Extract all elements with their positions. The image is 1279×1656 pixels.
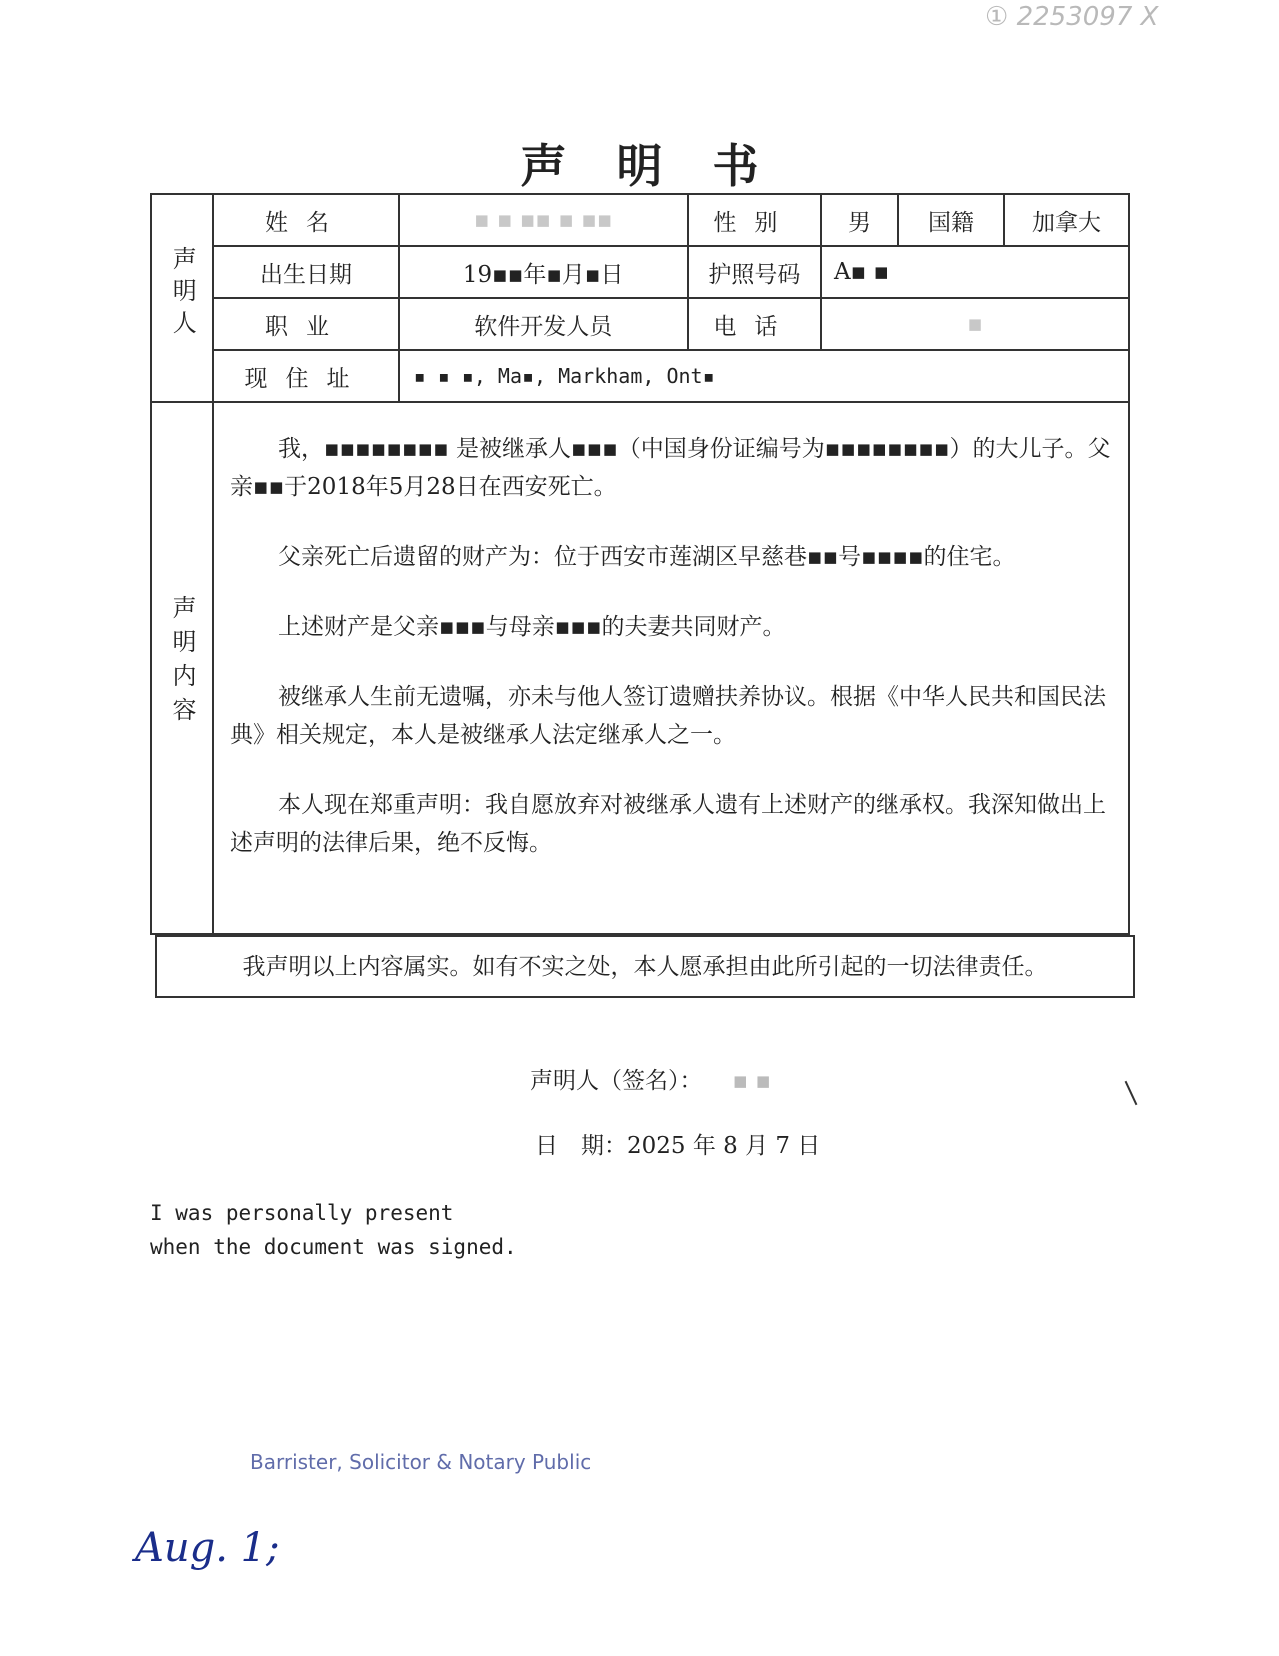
corner-handwritten-note: ① 2253097 X bbox=[985, 2, 1159, 32]
passport-label: 护照号码 bbox=[688, 246, 821, 298]
notary-presence-note bbox=[150, 1196, 517, 1264]
document-title: 声明书 bbox=[520, 139, 809, 193]
passport-value: A▪ ▪ bbox=[821, 246, 1129, 298]
statement-paragraph: 我，▪▪▪▪▪▪▪▪ 是被继承人▪▪▪（中国身份证编号为▪▪▪▪▪▪▪▪）的大儿子。父亲▪▪于2018年5月28日在西安死亡。 bbox=[230, 436, 1111, 500]
statement-content bbox=[230, 430, 1120, 894]
declarant-side-label: 声明人 bbox=[151, 194, 213, 402]
birth-value: 19▪▪年▪月▪日 bbox=[399, 246, 688, 298]
gender-value: 男 bbox=[821, 194, 898, 246]
declarant-info-table bbox=[150, 193, 1130, 403]
statement-box bbox=[150, 400, 1130, 935]
signature-value: ▪ ▪ bbox=[732, 1068, 771, 1094]
address-label: 现住址 bbox=[213, 350, 398, 402]
pen-stroke-mark bbox=[1125, 1081, 1138, 1105]
phone-label: 电话 bbox=[688, 298, 821, 350]
statement-paragraph: 上述财产是父亲▪▪▪与母亲▪▪▪的夫妻共同财产。 bbox=[278, 614, 786, 640]
statement-paragraph: 本人现在郑重声明：我自愿放弃对被继承人遗有上述财产的继承权。我深知做出上述声明的法律后果，绝不反悔。 bbox=[230, 792, 1106, 856]
signature-line bbox=[530, 1062, 771, 1095]
statement-paragraph: 父亲死亡后遗留的财产为：位于西安市莲湖区早慈巷▪▪号▪▪▪▪的住宅。 bbox=[278, 544, 1016, 570]
birth-label: 出生日期 bbox=[213, 246, 398, 298]
job-value: 软件开发人员 bbox=[399, 298, 688, 350]
nationality-value: 加拿大 bbox=[1004, 194, 1129, 246]
statement-side-label: 声明内容 bbox=[152, 400, 214, 933]
name-label: 姓名 bbox=[213, 194, 398, 246]
phone-value: ▪ bbox=[821, 298, 1129, 350]
signature-label: 声明人（签名）： bbox=[530, 1068, 703, 1094]
notary-stamp: Barrister, Solicitor & Notary Public bbox=[250, 1450, 592, 1474]
date-value: 2025 年 8 月 7 日 bbox=[627, 1133, 821, 1159]
job-label: 职业 bbox=[213, 298, 398, 350]
nationality-label: 国籍 bbox=[898, 194, 1004, 246]
date-line bbox=[535, 1127, 820, 1160]
name-value: ▪ ▪ ▪▪ ▪ ▪▪ bbox=[399, 194, 688, 246]
gender-label: 性别 bbox=[688, 194, 821, 246]
handwritten-date: Aug. 1; bbox=[135, 1525, 280, 1571]
notary-note-line: I was personally present bbox=[150, 1201, 454, 1225]
date-label: 日 期： bbox=[535, 1133, 627, 1159]
address-value: ▪ ▪ ▪, Ma▪, Markham, Ont▪ bbox=[399, 350, 1129, 402]
notary-note-line: when the document was signed. bbox=[150, 1235, 517, 1259]
statement-paragraph: 被继承人生前无遗嘱，亦未与他人签订遗赠扶养协议。根据《中华人民共和国民法典》相关规定，本人是被继承人法定继承人之一。 bbox=[230, 684, 1106, 748]
truthfulness-statement: 我声明以上内容属实。如有不实之处，本人愿承担由此所引起的一切法律责任。 bbox=[155, 935, 1135, 998]
